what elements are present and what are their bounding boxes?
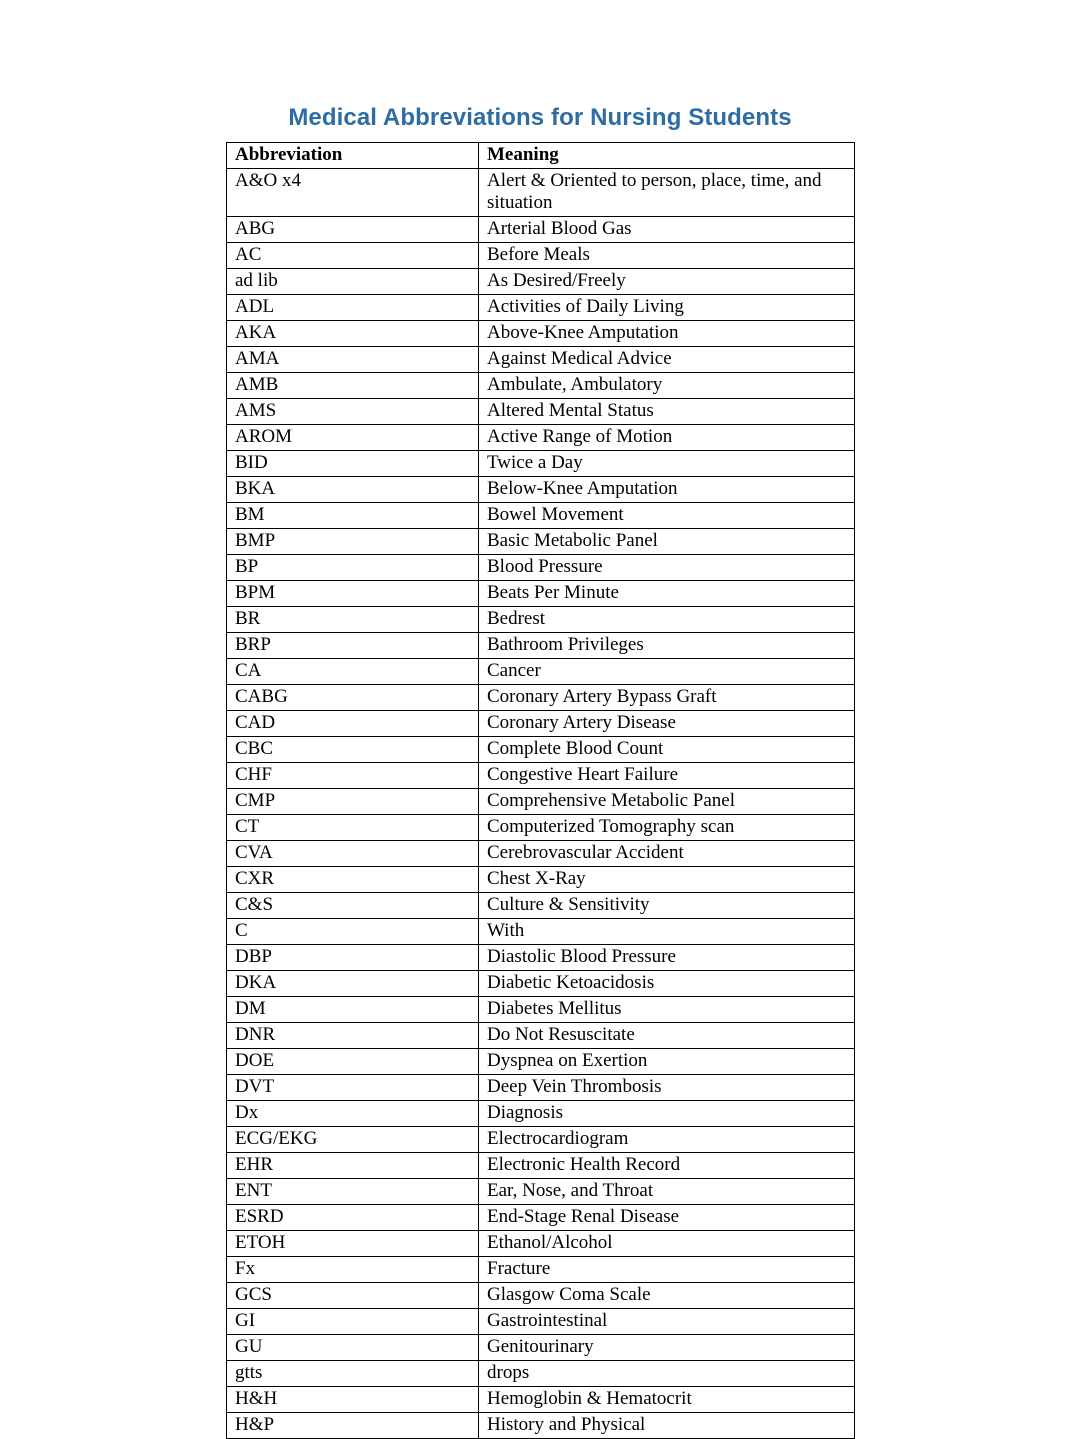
cell-meaning: Bathroom Privileges — [479, 633, 855, 659]
cell-meaning: Active Range of Motion — [479, 425, 855, 451]
page-title: Medical Abbreviations for Nursing Students — [288, 104, 792, 131]
cell-abbreviation: BRP — [227, 633, 479, 659]
table-row — [227, 555, 855, 581]
table-row — [227, 1257, 855, 1283]
cell-abbreviation: ESRD — [227, 1205, 479, 1231]
cell-abbreviation: GU — [227, 1335, 479, 1361]
table-row — [227, 1361, 855, 1387]
table-head — [227, 143, 855, 169]
cell-meaning: Diabetic Ketoacidosis — [479, 971, 855, 997]
cell-abbreviation: BM — [227, 503, 479, 529]
cell-abbreviation: ETOH — [227, 1231, 479, 1257]
table-row — [227, 1049, 855, 1075]
cell-abbreviation: BMP — [227, 529, 479, 555]
cell-meaning: Ambulate, Ambulatory — [479, 373, 855, 399]
cell-abbreviation: ABG — [227, 217, 479, 243]
cell-meaning: Congestive Heart Failure — [479, 763, 855, 789]
cell-abbreviation: AROM — [227, 425, 479, 451]
table-row — [227, 633, 855, 659]
cell-meaning: Dyspnea on Exertion — [479, 1049, 855, 1075]
cell-meaning: Cerebrovascular Accident — [479, 841, 855, 867]
cell-meaning: drops — [479, 1361, 855, 1387]
cell-meaning: Above-Knee Amputation — [479, 321, 855, 347]
cell-abbreviation: BKA — [227, 477, 479, 503]
table-row — [227, 893, 855, 919]
cell-abbreviation: DOE — [227, 1049, 479, 1075]
cell-meaning: Bowel Movement — [479, 503, 855, 529]
cell-meaning: Fracture — [479, 1257, 855, 1283]
cell-meaning: Gastrointestinal — [479, 1309, 855, 1335]
table-row — [227, 945, 855, 971]
column-header-meaning: Meaning — [479, 143, 855, 169]
column-header-abbreviation: Abbreviation — [227, 143, 479, 169]
cell-abbreviation: CA — [227, 659, 479, 685]
table-row — [227, 321, 855, 347]
cell-abbreviation: GCS — [227, 1283, 479, 1309]
table-row — [227, 1153, 855, 1179]
cell-abbreviation: AC — [227, 243, 479, 269]
cell-abbreviation: AMB — [227, 373, 479, 399]
cell-abbreviation: gtts — [227, 1361, 479, 1387]
cell-abbreviation: AMS — [227, 399, 479, 425]
table-row — [227, 581, 855, 607]
cell-meaning: Comprehensive Metabolic Panel — [479, 789, 855, 815]
table-row — [227, 373, 855, 399]
cell-meaning: Basic Metabolic Panel — [479, 529, 855, 555]
cell-meaning: Chest X-Ray — [479, 867, 855, 893]
cell-meaning: Below-Knee Amputation — [479, 477, 855, 503]
table-row — [227, 763, 855, 789]
table-row — [227, 789, 855, 815]
cell-meaning: Against Medical Advice — [479, 347, 855, 373]
cell-abbreviation: CABG — [227, 685, 479, 711]
table-row — [227, 1309, 855, 1335]
table-row — [227, 919, 855, 945]
table-row — [227, 1023, 855, 1049]
cell-abbreviation: DM — [227, 997, 479, 1023]
table-row — [227, 815, 855, 841]
cell-meaning: Arterial Blood Gas — [479, 217, 855, 243]
table-row — [227, 1231, 855, 1257]
table-row — [227, 685, 855, 711]
cell-meaning: Genitourinary — [479, 1335, 855, 1361]
table-row — [227, 1127, 855, 1153]
table-row — [227, 1179, 855, 1205]
cell-abbreviation: EHR — [227, 1153, 479, 1179]
cell-meaning: Beats Per Minute — [479, 581, 855, 607]
cell-abbreviation: H&H — [227, 1387, 479, 1413]
cell-meaning: Cancer — [479, 659, 855, 685]
table-row — [227, 425, 855, 451]
cell-meaning: Deep Vein Thrombosis — [479, 1075, 855, 1101]
cell-abbreviation: CT — [227, 815, 479, 841]
table-row — [227, 737, 855, 763]
cell-abbreviation: ad lib — [227, 269, 479, 295]
cell-abbreviation: DKA — [227, 971, 479, 997]
cell-meaning: Electronic Health Record — [479, 1153, 855, 1179]
cell-meaning: History and Physical — [479, 1413, 855, 1439]
abbreviations-table — [226, 142, 855, 1439]
cell-abbreviation: CXR — [227, 867, 479, 893]
cell-abbreviation: A&O x4 — [227, 169, 479, 217]
table-row — [227, 347, 855, 373]
table-row — [227, 451, 855, 477]
table-row — [227, 841, 855, 867]
cell-meaning: Diabetes Mellitus — [479, 997, 855, 1023]
cell-meaning: Do Not Resuscitate — [479, 1023, 855, 1049]
cell-abbreviation: BPM — [227, 581, 479, 607]
cell-abbreviation: C — [227, 919, 479, 945]
cell-meaning: Hemoglobin & Hematocrit — [479, 1387, 855, 1413]
table-row — [227, 1101, 855, 1127]
cell-meaning: With — [479, 919, 855, 945]
cell-abbreviation: DNR — [227, 1023, 479, 1049]
cell-meaning: Ear, Nose, and Throat — [479, 1179, 855, 1205]
table-row — [227, 243, 855, 269]
cell-meaning: End-Stage Renal Disease — [479, 1205, 855, 1231]
cell-meaning: Blood Pressure — [479, 555, 855, 581]
cell-abbreviation: CBC — [227, 737, 479, 763]
table-row — [227, 217, 855, 243]
cell-abbreviation: GI — [227, 1309, 479, 1335]
cell-meaning: Activities of Daily Living — [479, 295, 855, 321]
cell-abbreviation: CVA — [227, 841, 479, 867]
cell-meaning: As Desired/Freely — [479, 269, 855, 295]
cell-meaning: Before Meals — [479, 243, 855, 269]
cell-meaning: Diagnosis — [479, 1101, 855, 1127]
cell-abbreviation: AMA — [227, 347, 479, 373]
cell-meaning: Bedrest — [479, 607, 855, 633]
table-row — [227, 295, 855, 321]
table-row — [227, 1205, 855, 1231]
cell-meaning: Ethanol/Alcohol — [479, 1231, 855, 1257]
cell-abbreviation: Dx — [227, 1101, 479, 1127]
cell-abbreviation: BP — [227, 555, 479, 581]
cell-abbreviation: DBP — [227, 945, 479, 971]
table-row — [227, 971, 855, 997]
table-row — [227, 399, 855, 425]
cell-meaning: Complete Blood Count — [479, 737, 855, 763]
table-row — [227, 867, 855, 893]
cell-abbreviation: Fx — [227, 1257, 479, 1283]
cell-abbreviation: CMP — [227, 789, 479, 815]
cell-meaning: Coronary Artery Disease — [479, 711, 855, 737]
table-row — [227, 269, 855, 295]
cell-meaning: Twice a Day — [479, 451, 855, 477]
table-row — [227, 1387, 855, 1413]
cell-meaning: Culture & Sensitivity — [479, 893, 855, 919]
cell-meaning: Altered Mental Status — [479, 399, 855, 425]
cell-abbreviation: CAD — [227, 711, 479, 737]
table-row — [227, 169, 855, 217]
cell-meaning: Coronary Artery Bypass Graft — [479, 685, 855, 711]
cell-abbreviation: C&S — [227, 893, 479, 919]
abbreviations-table-container — [226, 142, 854, 1439]
table-row — [227, 659, 855, 685]
cell-abbreviation: ECG/EKG — [227, 1127, 479, 1153]
cell-abbreviation: H&P — [227, 1413, 479, 1439]
cell-abbreviation: CHF — [227, 763, 479, 789]
table-row — [227, 1413, 855, 1439]
table-row — [227, 997, 855, 1023]
table-row — [227, 1075, 855, 1101]
cell-abbreviation: ENT — [227, 1179, 479, 1205]
cell-meaning: Glasgow Coma Scale — [479, 1283, 855, 1309]
cell-meaning: Electrocardiogram — [479, 1127, 855, 1153]
table-body — [227, 169, 855, 1439]
cell-meaning: Alert & Oriented to person, place, time, and situation — [479, 169, 855, 217]
cell-abbreviation: AKA — [227, 321, 479, 347]
cell-abbreviation: ADL — [227, 295, 479, 321]
table-header-row — [227, 143, 855, 169]
table-row — [227, 1335, 855, 1361]
cell-meaning: Computerized Tomography scan — [479, 815, 855, 841]
table-row — [227, 1283, 855, 1309]
table-row — [227, 711, 855, 737]
cell-meaning: Diastolic Blood Pressure — [479, 945, 855, 971]
table-row — [227, 477, 855, 503]
table-row — [227, 529, 855, 555]
cell-abbreviation: BID — [227, 451, 479, 477]
table-row — [227, 607, 855, 633]
cell-abbreviation: DVT — [227, 1075, 479, 1101]
cell-abbreviation: BR — [227, 607, 479, 633]
table-row — [227, 503, 855, 529]
